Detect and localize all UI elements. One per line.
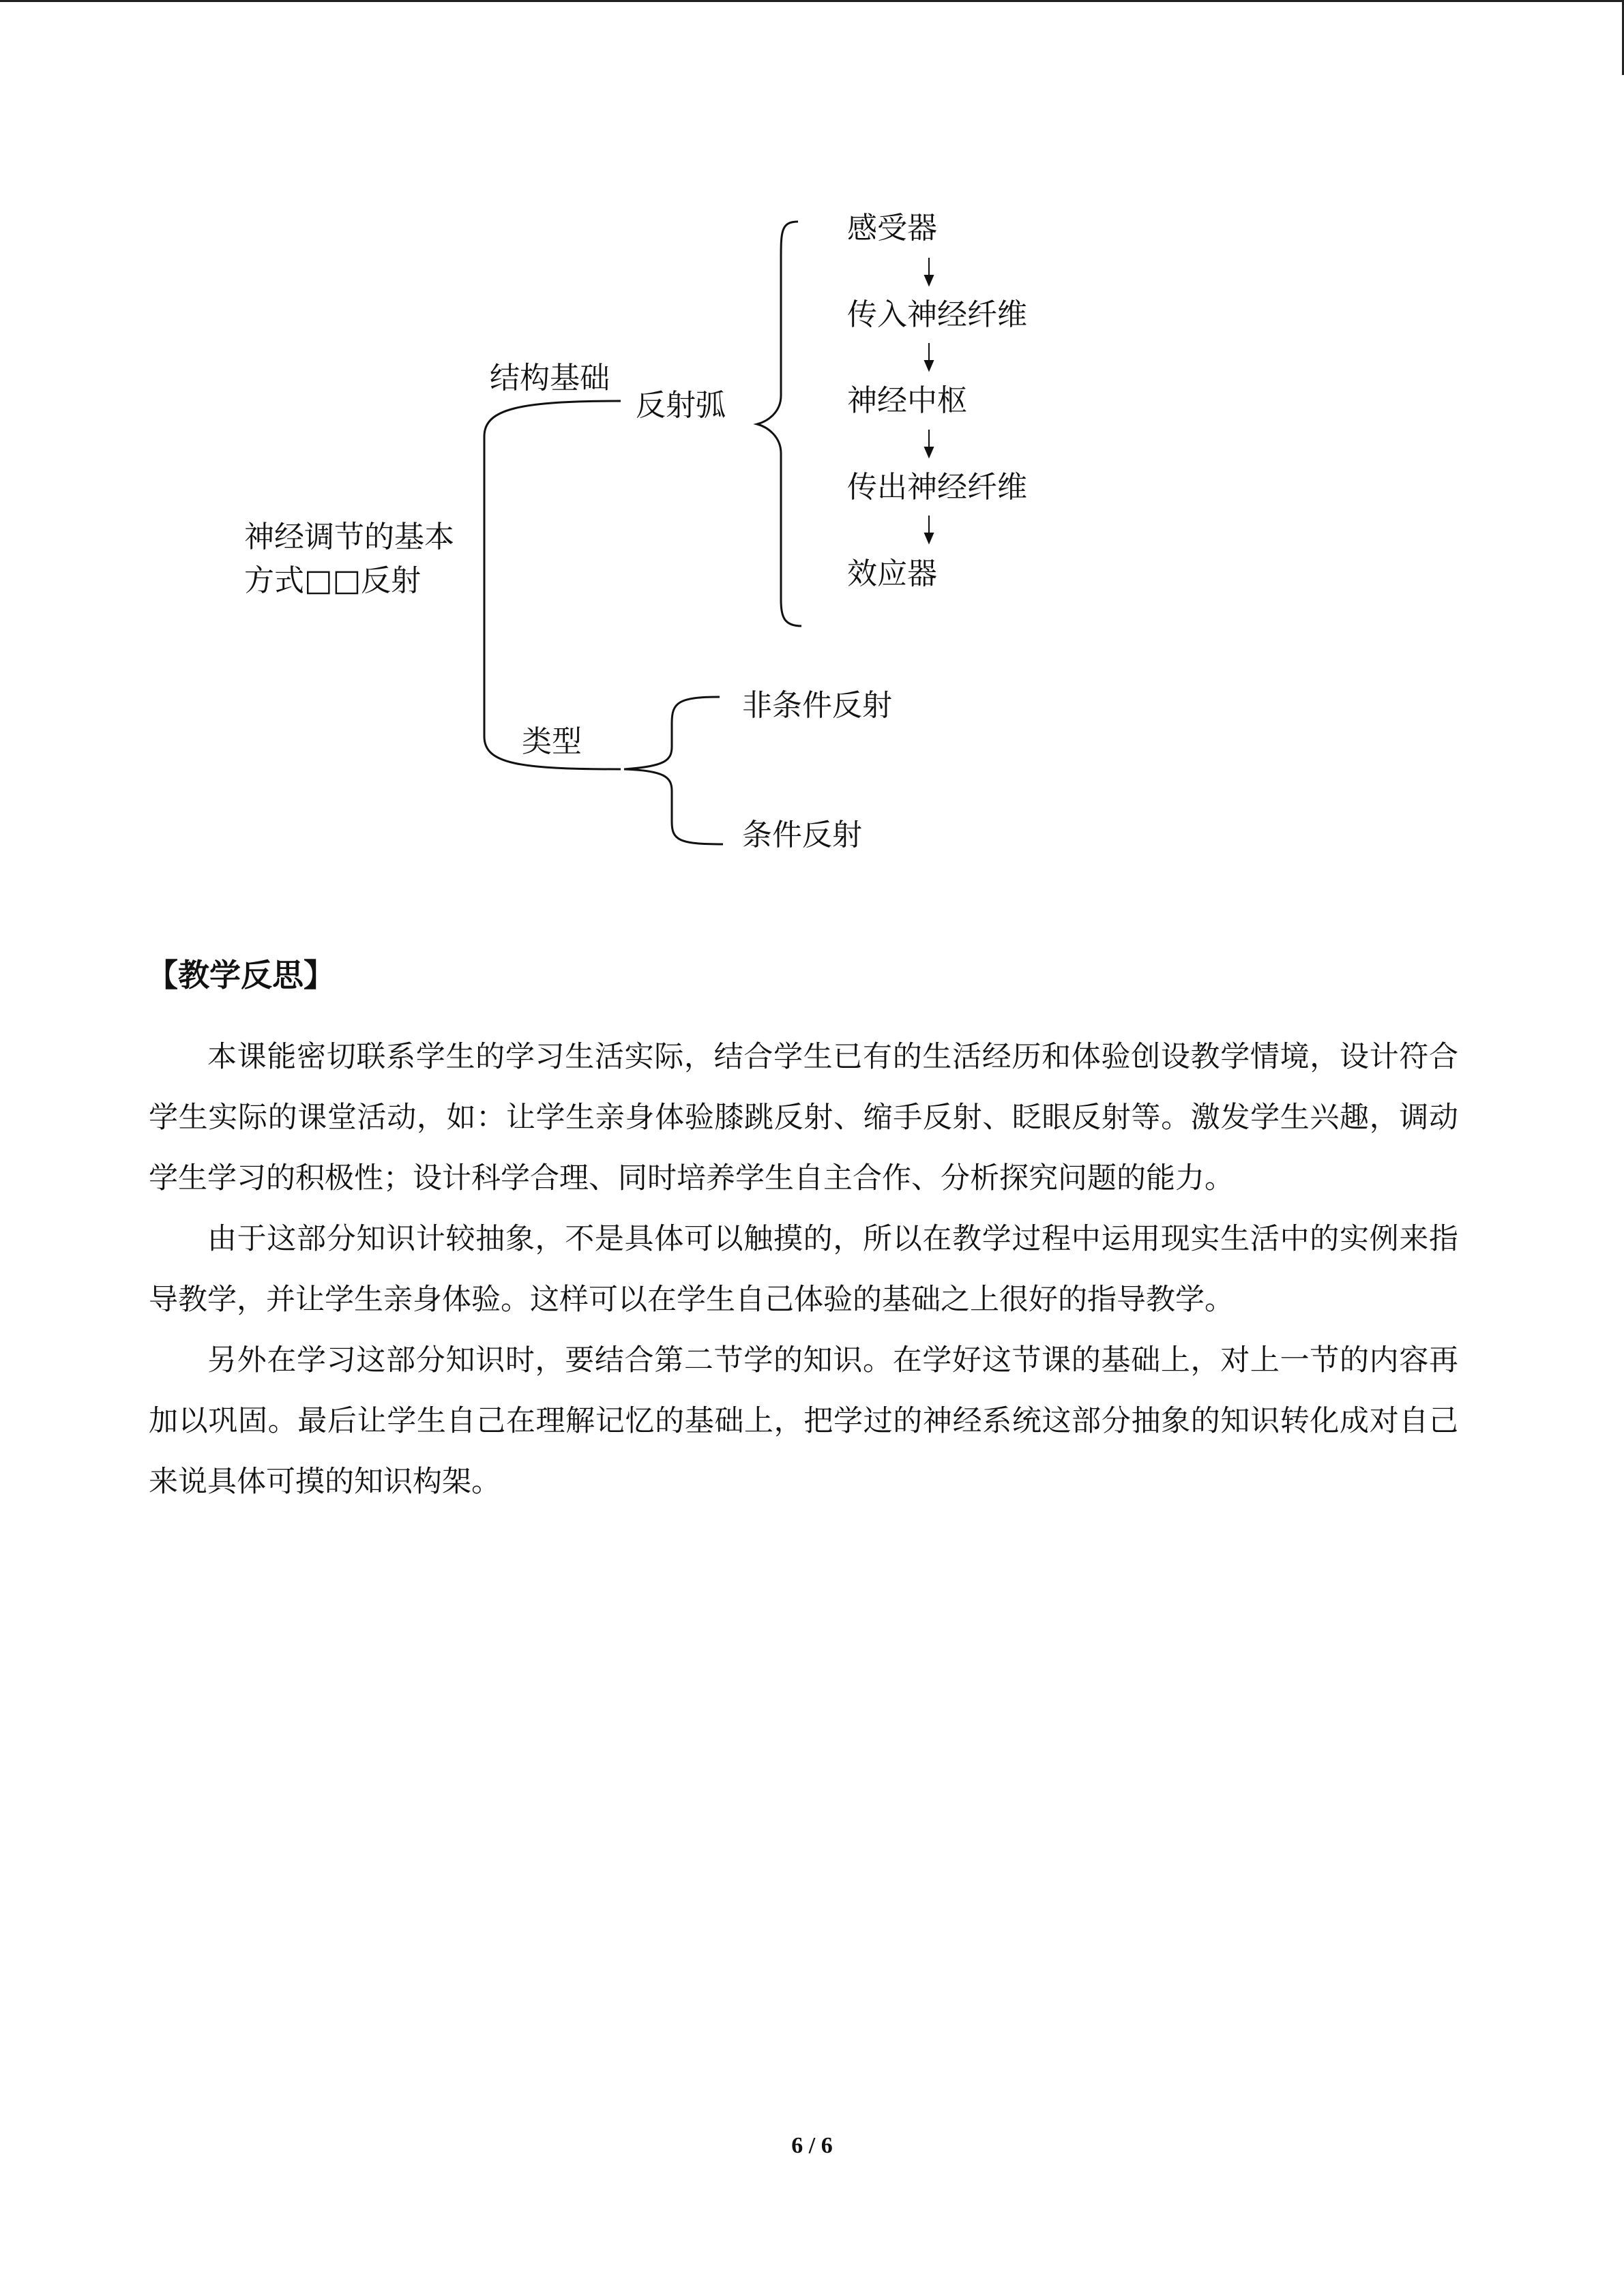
reflex-arc-brace xyxy=(757,222,801,626)
type-brace xyxy=(624,697,723,844)
diagram-reflex-arc: 反射弧 xyxy=(636,388,726,423)
diagram-branch-structure: 结构基础 xyxy=(490,361,610,396)
reflection-body xyxy=(149,1027,1458,1512)
diagram-arc-step: 感受器 xyxy=(847,211,937,245)
arrow-down-4 xyxy=(925,516,933,543)
page-number: 6 / 6 xyxy=(791,2133,833,2158)
diagram-type-item: 条件反射 xyxy=(742,818,862,852)
diagram-branch-type: 类型 xyxy=(522,724,582,759)
arrow-down-1 xyxy=(925,258,933,285)
diagram-arc-step: 传出神经纤维 xyxy=(847,470,1027,505)
diagram-root-line2: 方式□□反射 xyxy=(244,563,422,598)
paragraph: 本课能密切联系学生的学习生活实际，结合学生已有的生活经历和体验创设教学情境，设计符合学生实际的课堂活动，如：让学生亲身体验膝跳反射、缩手反射、眨眼反射等。激发学生兴趣，调动学生学习的积极性；设计科学合理、同时培养学生自主合作、分析探究问题的能力。 xyxy=(149,1040,1458,1195)
arrow-down-3 xyxy=(925,430,933,457)
section-heading: 【教学反思】 xyxy=(147,957,335,994)
diagram-arc-step: 传入神经纤维 xyxy=(847,297,1027,332)
concept-diagram xyxy=(0,0,1624,886)
diagram-type-item: 非条件反射 xyxy=(742,688,892,723)
paragraph: 另外在学习这部分知识时，要结合第二节学的知识。在学好这节课的基础上，对上一节的内容再加以巩固。最后让学生自己在理解记忆的基础上，把学过的神经系统这部分抽象的知识转化成对自己来说具体可摸的知识构架。 xyxy=(149,1343,1458,1499)
paragraph: 由于这部分知识计较抽象，不是具体可以触摸的，所以在教学过程中运用现实生活中的实例来指导教学，并让学生亲身体验。这样可以在学生自己体验的基础之上很好的指导教学。 xyxy=(149,1222,1458,1317)
diagram-arc-step: 效应器 xyxy=(847,556,937,591)
diagram-connectors xyxy=(0,0,1624,886)
diagram-arc-step: 神经中枢 xyxy=(847,383,967,418)
arrow-down-2 xyxy=(925,343,933,370)
trunk-line xyxy=(484,401,621,769)
diagram-root-line1: 神经调节的基本 xyxy=(244,520,454,554)
